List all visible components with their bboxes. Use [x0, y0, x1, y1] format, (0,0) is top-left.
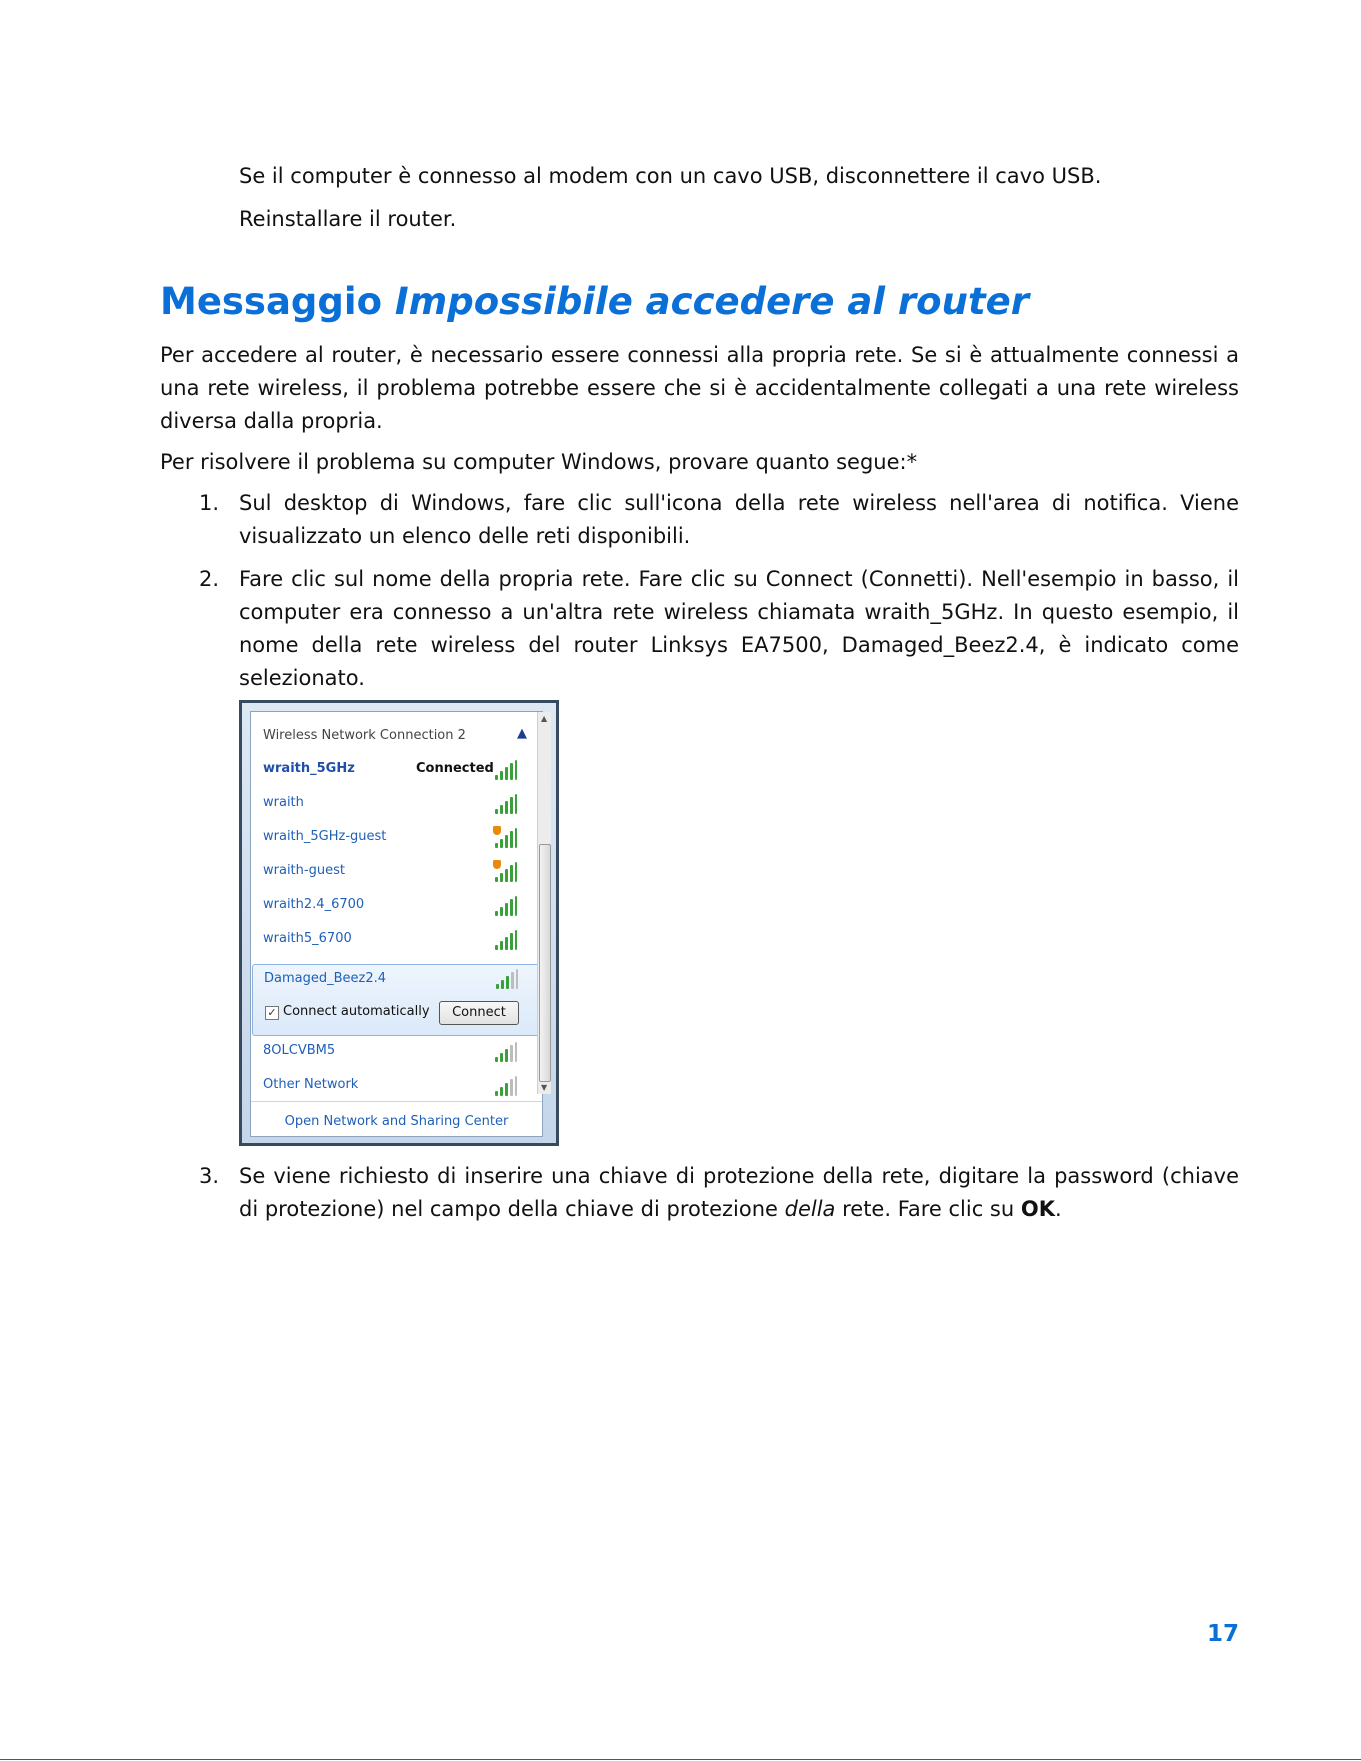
signal-partial-icon: [495, 1076, 517, 1096]
text-line-usb: Se il computer è connesso al modem con un cavo USB, disconnettere il cavo USB.: [239, 164, 1102, 188]
step-number: 2.: [199, 567, 220, 591]
intro-paragraph: Per accedere al router, è necessario essere connessi alla propria rete. Se si è attualmente connessi a una rete wireless, il problema potrebbe essere che si è accidentalmente collegati a una rete wireless diversa dalla propria.: [160, 343, 1239, 433]
step-text: Sul desktop di Windows, fare clic sull'icona della rete wireless nell'area di notifica. Viene visualizzato un elenco delle reti disponibili.: [239, 491, 1239, 548]
step-number: 1.: [199, 491, 220, 515]
signal-full-icon: [495, 896, 517, 916]
network-list-panel: [250, 711, 543, 1137]
divider: [251, 1101, 542, 1102]
network-name: wraith_5GHz-guest: [263, 829, 387, 844]
signal-partial-icon: [495, 1042, 517, 1062]
heading-prefix: Messaggio: [160, 280, 395, 323]
signal-full-icon: [495, 930, 517, 950]
network-name: wraith: [263, 795, 304, 810]
page-number: 17: [1206, 1621, 1239, 1647]
network-item[interactable]: [251, 820, 542, 854]
step-text-part: rete. Fare clic su: [835, 1197, 1021, 1221]
scroll-down-icon[interactable]: ▼: [541, 1083, 548, 1092]
network-name: Damaged_Beez2.4: [264, 971, 387, 986]
network-item[interactable]: [251, 1068, 542, 1102]
section-heading: [160, 277, 1029, 327]
network-item[interactable]: [251, 922, 542, 956]
network-name: wraith_5GHz: [263, 761, 355, 776]
connect-button[interactable]: Connect: [439, 1001, 519, 1025]
window-frame: [242, 703, 556, 1143]
connect-automatically-checkbox[interactable]: ✓: [265, 1006, 279, 1020]
step-text: [239, 1160, 1239, 1226]
scrollbar-thumb[interactable]: [539, 844, 551, 1082]
scroll-up-icon[interactable]: ▲: [541, 714, 548, 723]
signal-secured-icon: [495, 828, 517, 848]
signal-partial-icon: [496, 969, 518, 989]
connected-status: Connected: [416, 761, 494, 776]
text-line-reinstall: Reinstallare il router.: [239, 207, 457, 231]
selected-network-item[interactable]: [252, 964, 541, 1036]
network-sharing-center-link[interactable]: Open Network and Sharing Center: [284, 1114, 509, 1129]
network-item[interactable]: [251, 854, 542, 888]
network-name: wraith2.4_6700: [263, 897, 365, 912]
windows-instruction: Per risolvere il problema su computer Windows, provare quanto segue:*: [160, 450, 918, 474]
step-text: Fare clic sul nome della propria rete. Fare clic su Connect (Connetti). Nell'esempio in basso, il computer era connesso a un'altra rete wireless chiamata wraith_5GHz. In questo esempio, il nome della rete wireless del router Linksys EA7500, Damaged_Beez2.4, è indicato come selezionato.: [239, 567, 1239, 690]
signal-secured-icon: [495, 862, 517, 882]
bottom-rule: [0, 1759, 1361, 1760]
signal-full-icon: [495, 760, 517, 780]
connect-automatically-label: Connect automatically: [283, 1004, 430, 1019]
heading-italic: Impossibile accedere al router: [394, 280, 1029, 323]
scrollbar[interactable]: [537, 712, 551, 1094]
chevron-up-icon[interactable]: ▲: [517, 726, 527, 741]
wireless-networks-screenshot: [239, 700, 559, 1146]
step-text-italic: della: [784, 1197, 836, 1221]
network-name: 8OLCVBM5: [263, 1043, 336, 1058]
network-item[interactable]: [251, 1034, 542, 1068]
step-number: 3.: [199, 1164, 220, 1188]
step-text-part: .: [1054, 1197, 1062, 1221]
network-item[interactable]: [251, 888, 542, 922]
network-name: Other Network: [263, 1077, 359, 1092]
ok-label: OK: [1020, 1197, 1055, 1221]
step-text-part: Se viene richiesto di inserire una chiave di protezione della rete, digitare la password (chiave di protezione) nel campo della chiave di protezione: [239, 1164, 1239, 1221]
network-name: wraith5_6700: [263, 931, 352, 946]
network-item[interactable]: [251, 786, 542, 820]
network-name: wraith-guest: [263, 863, 345, 878]
signal-full-icon: [495, 794, 517, 814]
network-item[interactable]: [251, 752, 542, 786]
connection-header: Wireless Network Connection 2: [263, 728, 466, 743]
